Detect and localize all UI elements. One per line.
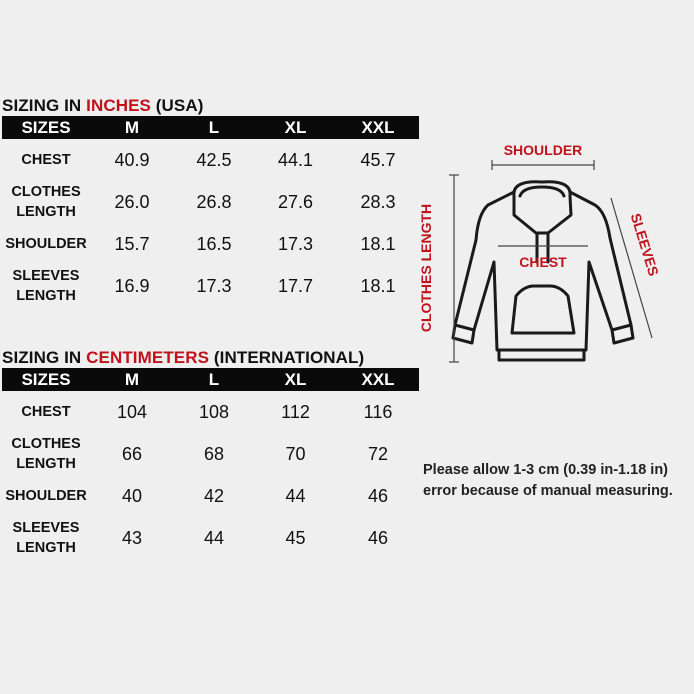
cell-value: 46 (367, 485, 389, 506)
table-row (2, 181, 419, 223)
table-row (2, 433, 419, 475)
note-line-2: error because of manual measuring. (423, 483, 673, 499)
cell-value: 40 (121, 485, 143, 506)
table-row (2, 223, 419, 265)
hoodie-hood-inner (520, 187, 564, 196)
cell-value: 40.9 (114, 149, 150, 170)
header-m: M (124, 117, 140, 137)
measurement-note (423, 460, 691, 502)
cell-value: 44 (203, 527, 225, 548)
shoulder-label: SHOULDER (503, 142, 583, 158)
cell-value: 28.3 (360, 191, 396, 212)
hoodie-body-outline (455, 192, 631, 350)
title-prefix: SIZING IN (2, 96, 87, 115)
inches-size-table (2, 96, 419, 307)
header-sizes: SIZES (21, 117, 71, 137)
table-row (2, 517, 419, 559)
table-header-row (2, 116, 419, 139)
table-row (2, 391, 419, 433)
header-xxl: XXL (361, 117, 395, 137)
header-l: L (208, 117, 220, 137)
cell-value: 68 (203, 443, 225, 464)
row-label: CLOTHES LENGTH (11, 184, 81, 220)
cell-value: 16.5 (196, 233, 232, 254)
cell-value: 72 (367, 443, 389, 464)
cell-value: 26.0 (114, 191, 150, 212)
cell-value: 18.1 (360, 233, 396, 254)
table-row (2, 475, 419, 517)
chest-label: CHEST (519, 254, 567, 270)
row-label: SHOULDER (5, 236, 87, 252)
clothes-length-label: CLOTHES LENGTH (418, 203, 434, 333)
centimeters-size-table (2, 348, 419, 559)
row-label: SLEEVES LENGTH (12, 268, 80, 304)
table-row (2, 265, 419, 307)
cell-value: 116 (363, 401, 393, 422)
header-sizes: SIZES (21, 369, 71, 389)
row-label: SLEEVES LENGTH (12, 520, 80, 556)
title-suffix: (INTERNATIONAL) (209, 348, 365, 367)
sleeves-label: SLEEVES (627, 211, 662, 278)
cell-value: 42.5 (196, 149, 232, 170)
cell-value: 70 (285, 443, 306, 464)
inches-section-title (2, 96, 419, 116)
cell-value: 16.9 (114, 275, 150, 296)
row-label: CHEST (21, 404, 71, 420)
cell-value: 66 (121, 443, 143, 464)
title-accent: CENTIMETERS (86, 348, 210, 367)
header-xl: XL (284, 369, 307, 389)
cell-value: 46 (367, 527, 389, 548)
cell-value: 17.3 (277, 233, 314, 254)
header-m: M (124, 369, 140, 389)
row-label: CHEST (21, 152, 71, 168)
cell-value: 44 (285, 485, 306, 506)
header-xxl: XXL (361, 369, 395, 389)
header-l: L (208, 369, 220, 389)
title-accent: INCHES (86, 96, 151, 115)
cell-value: 26.8 (196, 191, 232, 212)
row-label: CLOTHES LENGTH (11, 436, 81, 472)
cell-value: 42 (203, 485, 225, 506)
cell-value: 18.1 (360, 275, 396, 296)
cell-value: 45.7 (360, 149, 396, 170)
cell-value: 108 (198, 401, 230, 422)
table-header-row (2, 368, 419, 391)
cell-value: 17.7 (277, 275, 314, 296)
title-suffix: (USA) (150, 96, 204, 115)
cell-value: 45 (285, 527, 306, 548)
centimeters-section-title (2, 348, 419, 368)
cell-value: 43 (121, 527, 143, 548)
cell-value: 15.7 (114, 233, 150, 254)
kangaroo-pocket (512, 286, 574, 333)
note-line-1: Please allow 1-3 cm (0.39 in-1.18 in) (423, 462, 668, 478)
row-label: SHOULDER (5, 488, 87, 504)
cell-value: 104 (116, 401, 148, 422)
cell-value: 44.1 (277, 149, 314, 170)
hoodie-hood-outline (514, 182, 571, 233)
hoodie-measurement-diagram (410, 130, 694, 380)
title-prefix: SIZING IN (2, 348, 87, 367)
cell-value: 112 (281, 401, 310, 422)
table-row (2, 139, 419, 181)
cell-value: 27.6 (277, 191, 314, 212)
header-xl: XL (284, 117, 307, 137)
cell-value: 17.3 (196, 275, 232, 296)
